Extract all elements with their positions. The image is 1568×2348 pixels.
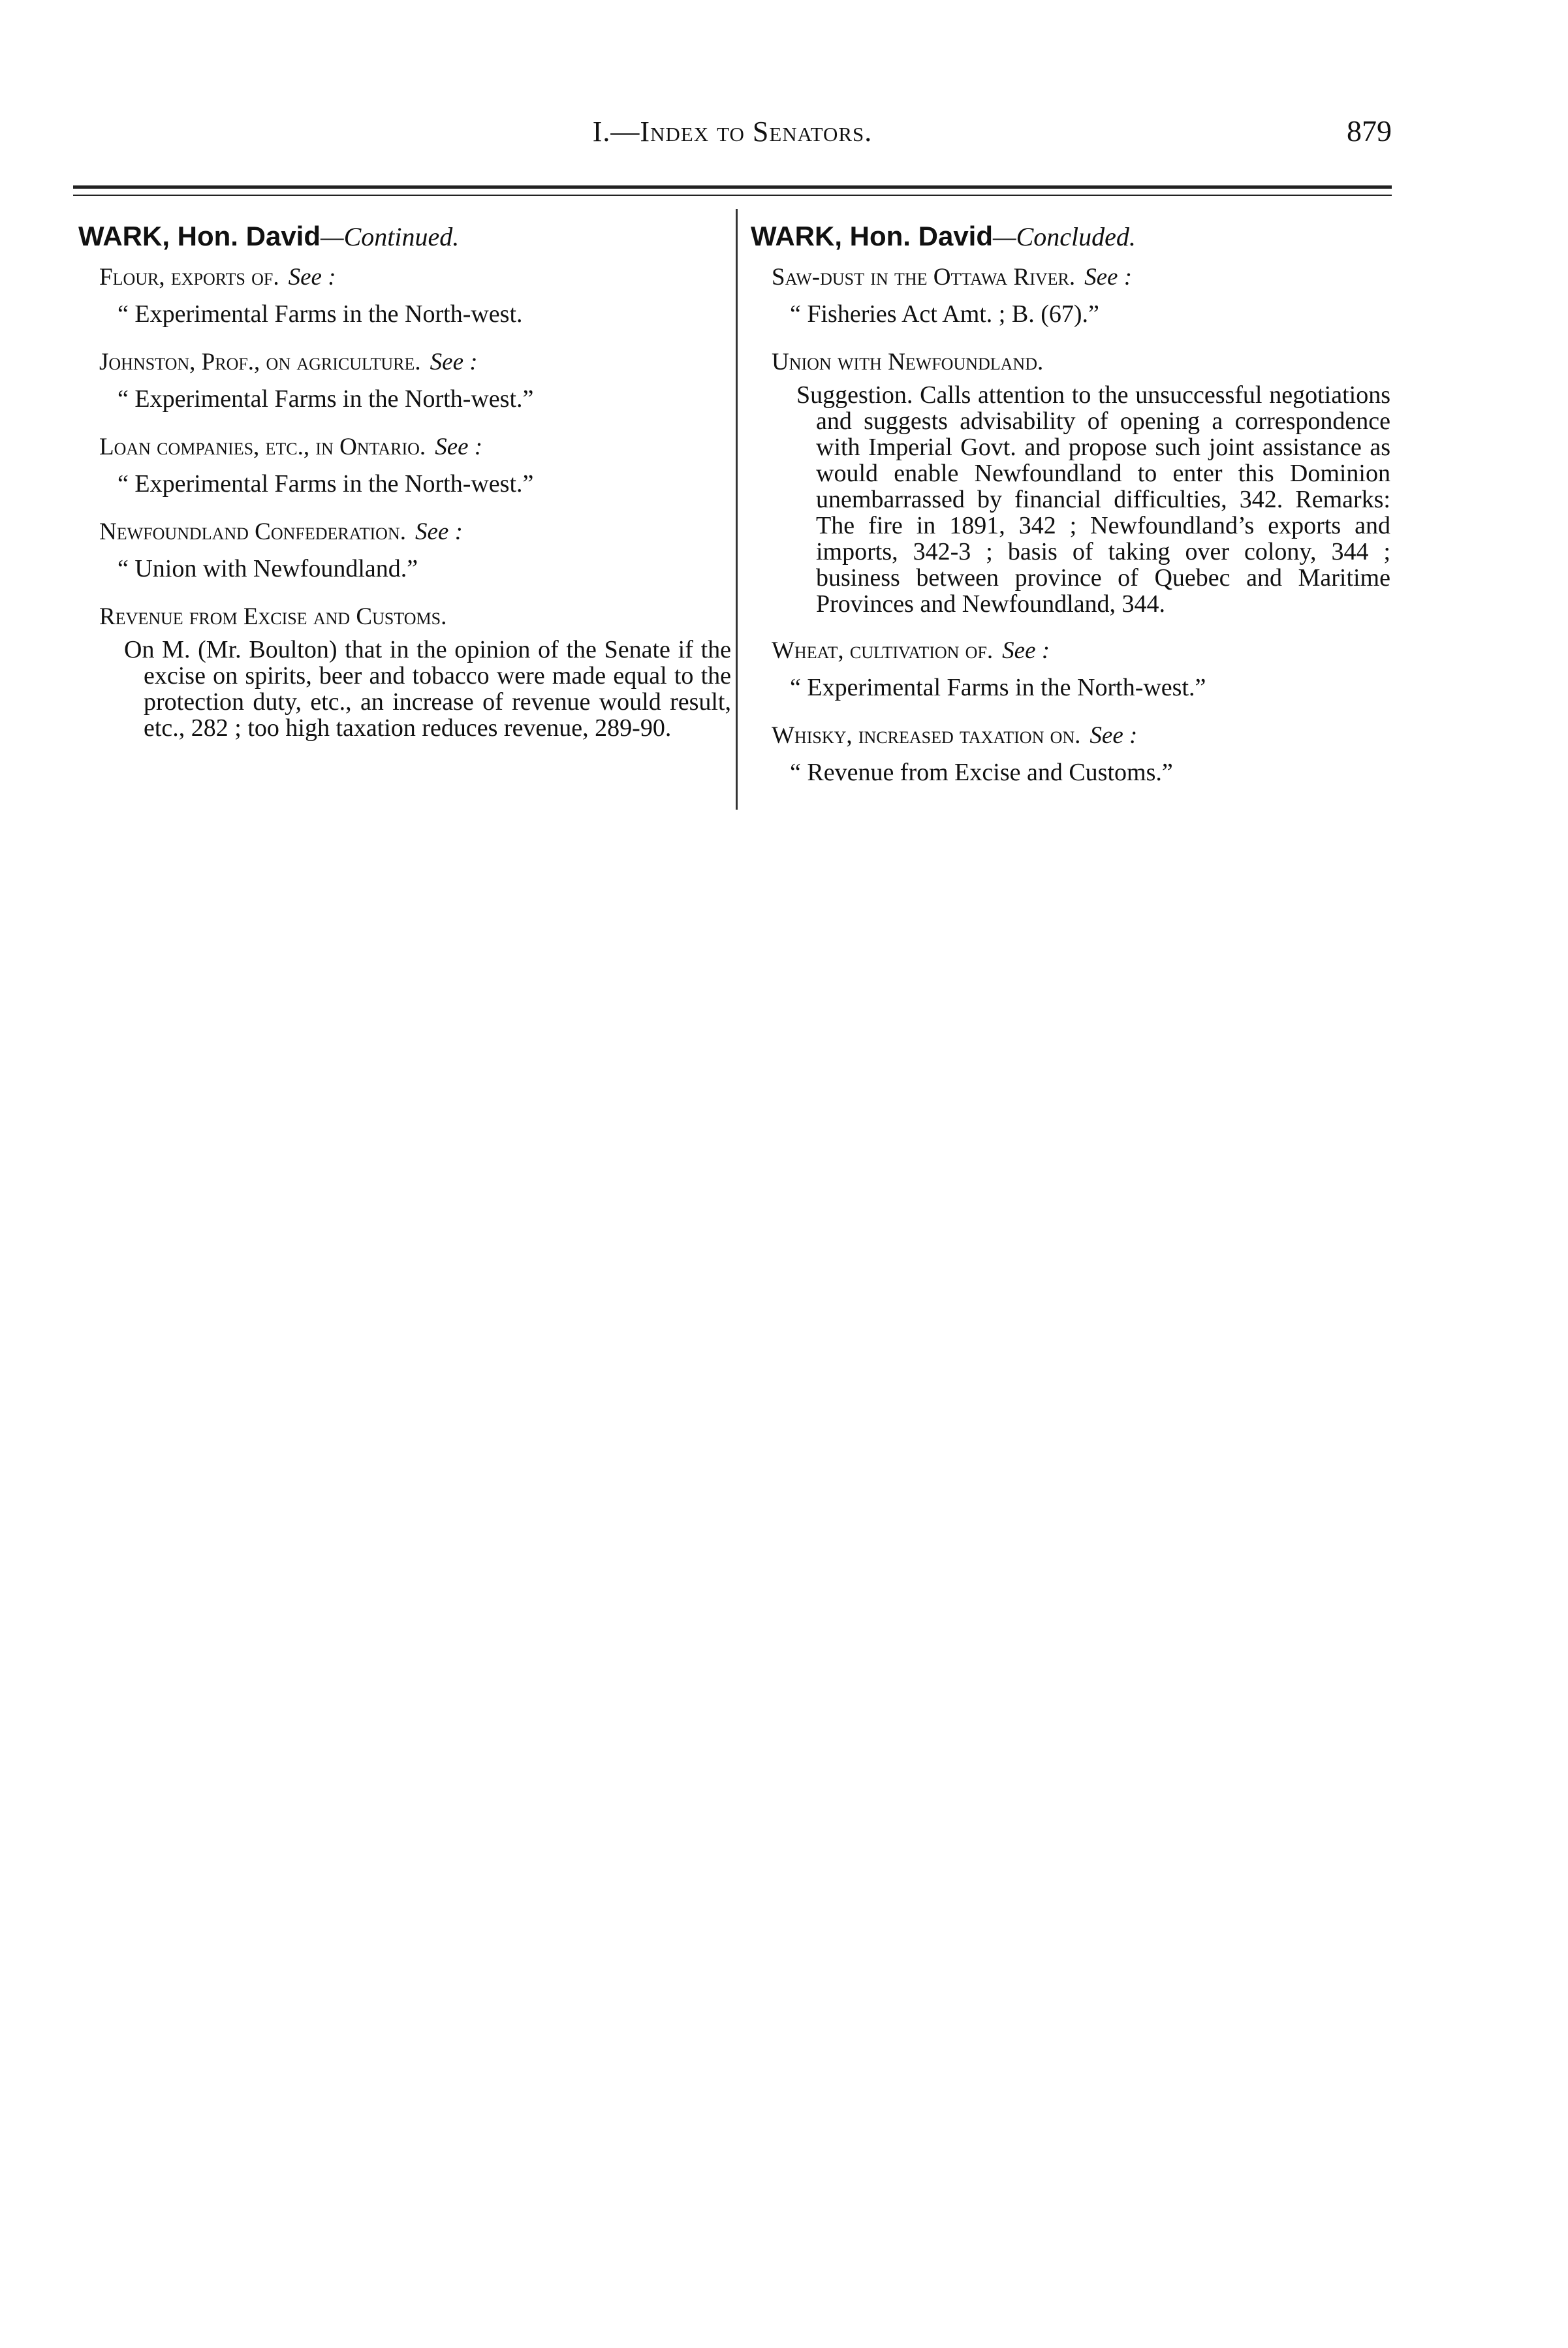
right-column [751, 222, 1397, 806]
cross-reference: “ Revenue from Excise and Customs.” [790, 759, 1173, 786]
see-label: See : [1002, 637, 1050, 664]
entry-subject [772, 722, 1397, 750]
entry-subject [99, 603, 725, 631]
index-entry [78, 433, 725, 498]
left-column [78, 221, 731, 761]
subject-text: Johnston, Prof., on agriculture. [99, 349, 421, 375]
entry-body: Suggestion. Calls attention to the unsuccessful negotiations and suggests advisability of opening a correspondence with Imperial Govt. and propose such joint assistance as would enable Newfoundland to enter this Dominion unembarrassed by financial difficulties, 342. Remarks: The fire in 1891, 342 ; Newfoundland’s exports and imports, 342-3 ; basis of taking over colony, 344 ; business between province of Quebec and Maritime Provinces and Newfoundland, 344. [796, 381, 1390, 618]
entry-subject [772, 263, 1397, 292]
cross-reference: “ Experimental Farms in the North-west.” [118, 385, 534, 413]
entry-subject [772, 348, 1397, 377]
senator-heading [751, 222, 1397, 251]
subject-text: Whisky, increased taxation on. [772, 722, 1081, 749]
cross-reference: “ Experimental Farms in the North-west.” [118, 470, 534, 498]
index-entry [78, 518, 725, 583]
heading-suffix: —Continued. [321, 222, 460, 251]
see-label: See : [1090, 722, 1138, 749]
index-entry [751, 637, 1397, 702]
subject-text: Newfoundland Confederation. [99, 518, 406, 545]
subject-text: Saw-dust in the Ottawa River. [772, 264, 1076, 291]
see-label: See : [430, 349, 478, 375]
entry-subject [99, 263, 725, 292]
see-label: See : [435, 434, 483, 460]
entry-subject [99, 518, 725, 547]
header-rule-thin [73, 195, 1392, 196]
running-title: I.—Index to Senators. [592, 116, 873, 148]
see-label: See : [415, 518, 463, 545]
index-entry [78, 263, 725, 328]
header-rule-thick [73, 185, 1392, 189]
entry-subject [772, 637, 1397, 665]
senator-name: WARK, Hon. David [78, 221, 321, 251]
subject-text: Flour, exports of. [99, 264, 279, 291]
subject-text: Wheat, cultivation of. [772, 637, 994, 664]
index-entry [78, 348, 725, 413]
index-entry [751, 722, 1397, 787]
entry-subject [99, 433, 725, 462]
index-entry [751, 348, 1397, 617]
subject-text: Union with Newfoundland. [772, 349, 1044, 375]
index-entry [78, 603, 731, 742]
senator-name: WARK, Hon. David [751, 221, 994, 251]
index-entry [751, 263, 1397, 328]
see-label: See : [288, 264, 336, 291]
entry-body: On M. (Mr. Boulton) that in the opinion of the Senate if the excise on spirits, beer and tobacco were made equal to the protection duty, etc., an increase of revenue would result, etc., 282 ; too high taxation reduces revenue, 289-90. [124, 636, 731, 742]
cross-reference: “ Fisheries Act Amt. ; B. (67).” [790, 300, 1099, 328]
heading-suffix: —Concluded. [993, 222, 1136, 251]
column-divider [736, 209, 738, 810]
subject-text: Revenue from Excise and Customs. [99, 603, 447, 630]
running-head [73, 110, 1392, 155]
page-number: 879 [1347, 114, 1392, 148]
subject-text: Loan companies, etc., in Ontario. [99, 434, 426, 460]
see-label: See : [1084, 264, 1133, 291]
cross-reference: “ Experimental Farms in the North-west. [118, 300, 523, 328]
cross-reference: “ Experimental Farms in the North-west.” [790, 674, 1206, 701]
entry-subject [99, 348, 725, 377]
senator-heading [78, 222, 725, 251]
cross-reference: “ Union with Newfoundland.” [118, 555, 418, 582]
